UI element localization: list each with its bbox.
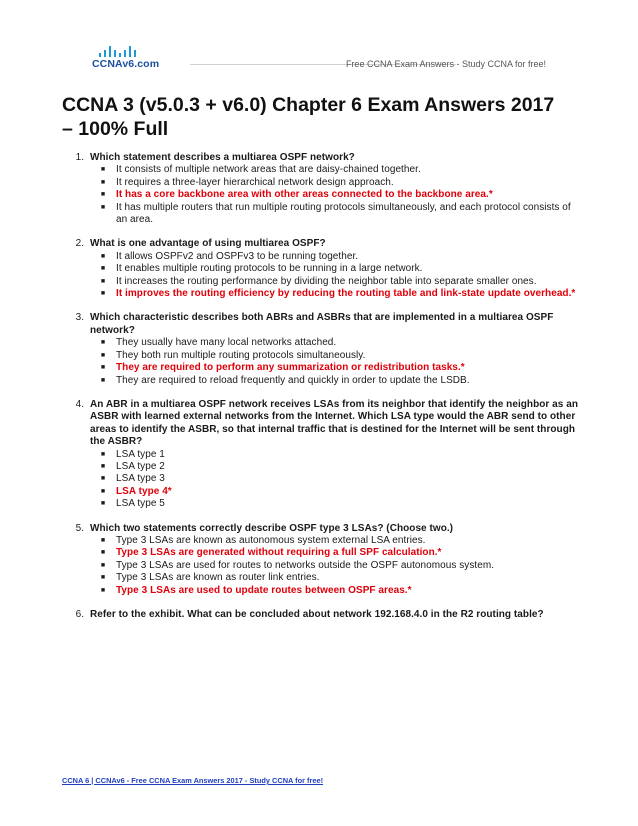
answer-text: It consists of multiple network areas that are daisy-chained together. <box>116 164 421 176</box>
square-bullet-icon: ■ <box>100 549 106 557</box>
answer-item <box>90 560 582 572</box>
square-bullet-icon: ■ <box>100 536 106 544</box>
question-item <box>62 312 582 386</box>
answer-text: LSA type 3 <box>116 473 165 485</box>
square-bullet-icon: ■ <box>100 339 106 347</box>
answer-text: It improves the routing efficiency by reducing the routing table and link-state update overhead.* <box>116 288 576 300</box>
square-bullet-icon: ■ <box>100 191 106 199</box>
answer-text: They both run multiple routing protocols simultaneously. <box>116 349 366 361</box>
answer-text: It has a core backbone area with other areas connected to the backbone area.* <box>116 189 493 201</box>
answer-text: They usually have many local networks attached. <box>116 337 337 349</box>
answer-item <box>90 263 582 275</box>
question-body <box>90 152 582 226</box>
answer-text: LSA type 4* <box>116 485 172 497</box>
question-number: 1. <box>75 152 84 163</box>
question-item <box>62 609 582 621</box>
answer-text: They are required to perform any summarization or redistribution tasks.* <box>116 362 465 374</box>
header-tagline: Free CCNA Exam Answers - Study CCNA for free! <box>345 59 546 69</box>
answer-text: It has multiple routers that run multiple routing protocols simultaneously, and each protocol consists of an area. <box>116 201 571 226</box>
answer-text: LSA type 5 <box>116 498 165 510</box>
cisco-bars-icon <box>98 44 138 58</box>
question-text: Which characteristic describes both ABRs and ASBRs that are implemented in a multiarea OSPF network? <box>90 312 554 336</box>
answer-text: It increases the routing performance by dividing the neighbor table into separate smaller ones. <box>116 275 537 287</box>
square-bullet-icon: ■ <box>100 475 106 483</box>
correct-answer-item <box>90 547 582 559</box>
question-item <box>62 523 582 597</box>
answer-list <box>90 251 582 301</box>
answer-text: It requires a three-layer hierarchical network design approach. <box>116 176 394 188</box>
answer-text: Type 3 LSAs are generated without requiring a full SPF calculation.* <box>116 547 442 559</box>
square-bullet-icon: ■ <box>100 586 106 594</box>
question-number: 4. <box>75 398 84 410</box>
correct-answer-item <box>90 189 582 201</box>
square-bullet-icon: ■ <box>100 290 106 298</box>
answer-text: Type 3 LSAs are known as router link entries. <box>116 572 320 584</box>
site-logo[interactable] <box>92 44 172 74</box>
question-item <box>62 399 582 511</box>
answer-item <box>90 276 582 288</box>
answer-text: Type 3 LSAs are used to update routes between OSPF areas.* <box>116 584 412 596</box>
correct-answer-item <box>90 585 582 597</box>
footer-link[interactable]: CCNA 6 | CCNAv6 - Free CCNA Exam Answers 2017 - Study CCNA for free! <box>62 776 324 785</box>
square-bullet-icon: ■ <box>100 166 106 174</box>
square-bullet-icon: ■ <box>100 487 106 495</box>
question-number: 3. <box>75 312 84 324</box>
question-body <box>90 399 582 511</box>
page-header <box>0 0 638 80</box>
correct-answer-item <box>90 486 582 498</box>
question-text: Which statement describes a multiarea OSPF network? <box>90 152 355 163</box>
question-number: 2. <box>75 238 84 250</box>
answer-item <box>90 535 582 547</box>
square-bullet-icon: ■ <box>100 203 106 211</box>
answer-item <box>90 449 582 461</box>
question-text: Which two statements correctly describe OSPF type 3 LSAs? (Choose two.) <box>90 522 454 534</box>
answer-text: It allows OSPFv2 and OSPFv3 to be running together. <box>116 250 359 262</box>
correct-answer-item <box>90 362 582 374</box>
question-number: 6. <box>75 609 84 620</box>
square-bullet-icon: ■ <box>100 450 106 458</box>
square-bullet-icon: ■ <box>100 574 106 582</box>
answer-text: LSA type 1 <box>116 448 165 460</box>
logo-text: CCNAv6.com <box>92 58 160 70</box>
square-bullet-icon: ■ <box>100 265 106 273</box>
answer-text: It enables multiple routing protocols to be running in a large network. <box>116 263 423 275</box>
answer-item <box>90 572 582 584</box>
question-body <box>90 609 582 621</box>
answer-text: Type 3 LSAs are used for routes to networks outside the OSPF autonomous system. <box>116 559 495 571</box>
square-bullet-icon: ■ <box>100 376 106 384</box>
answer-item <box>90 498 582 510</box>
square-bullet-icon: ■ <box>100 462 106 470</box>
question-item <box>62 152 582 226</box>
answer-list <box>90 535 582 597</box>
question-text: What is one advantage of using multiarea OSPF? <box>90 238 326 250</box>
correct-answer-item <box>90 288 582 300</box>
answer-list <box>90 164 582 226</box>
answer-text: They are required to reload frequently and quickly in order to update the LSDB. <box>116 374 470 386</box>
square-bullet-icon: ■ <box>100 351 106 359</box>
question-number: 5. <box>75 522 84 534</box>
answer-text: LSA type 2 <box>116 460 165 472</box>
square-bullet-icon: ■ <box>100 277 106 285</box>
question-text: An ABR in a multiarea OSPF network receives LSAs from its neighbor that identify the neighbor as an ASBR with learned external networks from the Internet. Which LSA type would the ABR send to other areas to identify the ASBR, so that internal traffic that is destined for the Internet will be sent through the ASBR? <box>90 398 579 448</box>
answer-item <box>90 164 582 176</box>
answer-item <box>90 375 582 387</box>
square-bullet-icon: ■ <box>100 561 106 569</box>
answer-item <box>90 177 582 189</box>
question-item <box>62 238 582 300</box>
square-bullet-icon: ■ <box>100 500 106 508</box>
answer-item <box>90 461 582 473</box>
question-body <box>90 312 582 386</box>
square-bullet-icon: ■ <box>100 252 106 260</box>
answer-item <box>90 473 582 485</box>
answer-list <box>90 449 582 511</box>
answer-item <box>90 337 582 349</box>
question-list <box>62 152 582 633</box>
answer-item <box>90 251 582 263</box>
square-bullet-icon: ■ <box>100 364 106 372</box>
answer-item <box>90 202 582 227</box>
question-body <box>90 523 582 597</box>
answer-text: Type 3 LSAs are known as autonomous system external LSA entries. <box>116 534 426 546</box>
question-text: Refer to the exhibit. What can be concluded about network 192.168.4.0 in the R2 routing table? <box>90 609 544 620</box>
answer-item <box>90 350 582 362</box>
answer-list <box>90 337 582 387</box>
question-body <box>90 238 582 300</box>
page-title: CCNA 3 (v5.0.3 + v6.0) Chapter 6 Exam Answers 2017 – 100% Full <box>62 94 555 140</box>
square-bullet-icon: ■ <box>100 178 106 186</box>
